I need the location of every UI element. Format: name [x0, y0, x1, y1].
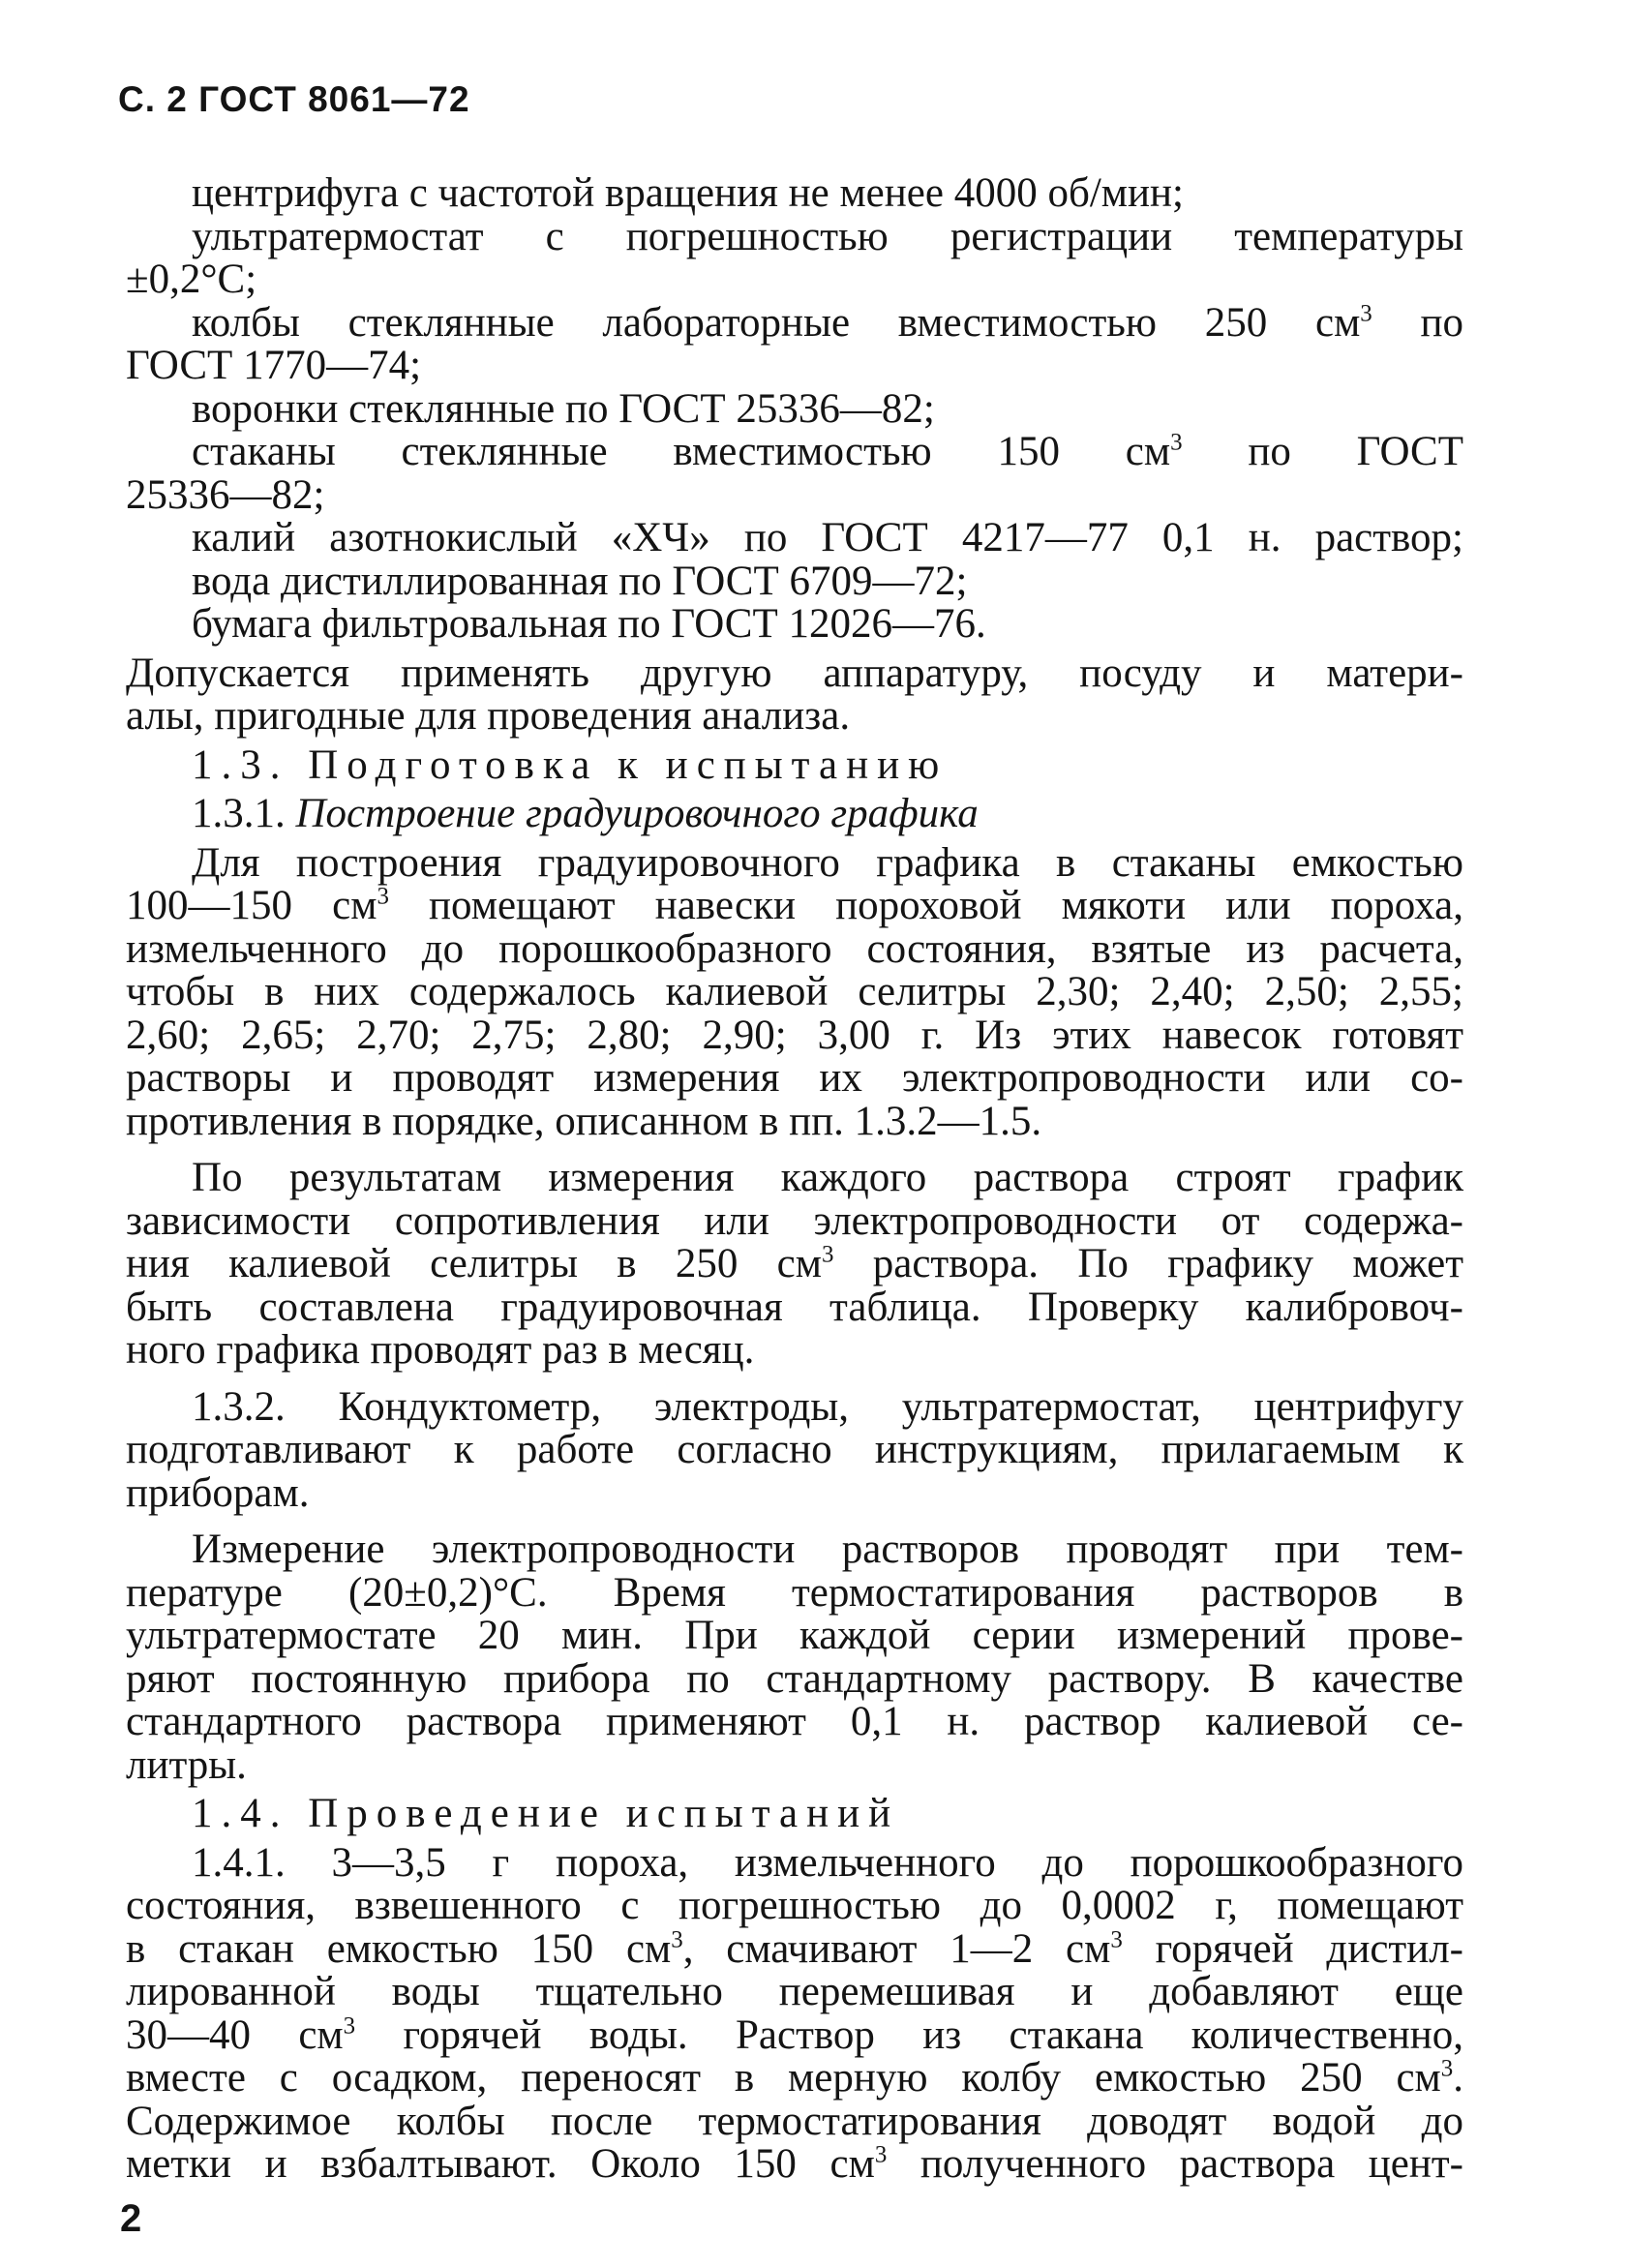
document-body [126, 172, 1463, 2187]
text-run: вместе с осадком, переносят в мерную колбу емкостью 250 см [126, 2055, 1441, 2101]
paragraph-line: 1.4.1. 3—3,5 г пороха, измельченного до порошкообразного [192, 1839, 1463, 1886]
paragraph-line: По результатам измерения каждого раствора строят график [192, 1155, 1463, 1200]
text-run: горячей воды. Раствор из стакана количественно, [355, 2011, 1463, 2058]
paragraph-line: пературе (20±0,2)°С. Время термостатирования растворов в [126, 1569, 1463, 1616]
equipment-item-paper: бумага фильтровальная по ГОСТ 12026—76. [192, 601, 986, 647]
superscript: 3 [377, 883, 389, 910]
allowance-paragraph-cont: алы, пригодные для проведения анализа. [126, 693, 851, 739]
superscript: 3 [1360, 300, 1372, 327]
paragraph-line [126, 2143, 1463, 2187]
section-heading-1-4: 1.4. Проведение испытаний [192, 1791, 900, 1836]
page-number: 2 [120, 2197, 142, 2240]
equipment-item-beakers-cont: 25336—82; [126, 471, 325, 518]
allowance-paragraph: Допускается применять другую аппаратуру, посуду и матери- [126, 650, 1463, 696]
superscript: 3 [1110, 1926, 1123, 1953]
paragraph-line: состояния, взвешенного с погрешностью до 0,0002 г, помещают [126, 1883, 1463, 1928]
superscript: 3 [874, 2141, 888, 2168]
text-run: . [1453, 2055, 1463, 2101]
paragraph-line: подготавливают к работе согласно инструкциям, прилагаемым к [126, 1427, 1463, 1472]
equipment-item-funnels: воронки стеклянные по ГОСТ 25336—82; [192, 385, 935, 432]
text-run: горячей дистил- [1122, 1925, 1463, 1972]
superscript: 3 [343, 2012, 356, 2040]
paragraph-line: зависимости сопротивления или электропроводности от содержа- [126, 1197, 1463, 1244]
paragraph-line [126, 1925, 1463, 1972]
text-run: колбы стеклянные лабораторные вместимостью 250 см [192, 299, 1361, 346]
text-run: ния калиевой селитры в 250 см [126, 1241, 822, 1286]
equipment-item-ultrathermostat-cont: ±0,2°С; [126, 257, 257, 302]
paragraph-line: стандартного раствора применяют 0,1 н. раствор калиевой се- [126, 1699, 1463, 1744]
text-run: полученного раствора цент- [887, 2141, 1463, 2187]
paragraph-line [126, 885, 1463, 928]
text-run: по ГОСТ [1182, 429, 1463, 474]
equipment-item-ultrathermostat: ультратермостат с погрешностью регистрации температуры [192, 213, 1463, 259]
equipment-item-flasks-cont: ГОСТ 1770—74; [126, 343, 422, 388]
paragraph-line: противления в порядке, описанном в пп. 1.3.2—1.5. [126, 1098, 1042, 1144]
subsection-title: Построение градуировочного графика [295, 791, 979, 836]
equipment-item-potassium-nitrate: калий азотнокислый «ХЧ» по ГОСТ 4217—77 0,1 н. раствор; [192, 515, 1463, 560]
paragraph-line: 2,60; 2,65; 2,70; 2,75; 2,80; 2,90; 3,00 г. Из этих навесок готовят [126, 1012, 1463, 1058]
section-heading-1-3: 1.3. Подготовка к испытанию [192, 741, 949, 788]
paragraph-line: лированной воды тщательно перемешивая и добавляют еще [126, 1969, 1463, 2014]
text-run: 30—40 см [126, 2011, 344, 2058]
equipment-item-flasks [126, 299, 1464, 346]
equipment-item-beakers [126, 431, 1463, 474]
text-run: помещают навески пороховой мякоти или пороха, [388, 883, 1463, 928]
page-header: С. 2 ГОСТ 8061—72 [118, 79, 470, 119]
subsection-number: 1.3.1. [192, 791, 286, 836]
text-run: метки и взбалтывают. Около 150 см [126, 2141, 875, 2187]
text-run: , смачивают 1—2 см [682, 1925, 1111, 1972]
paragraph-line: приборам. [126, 1469, 310, 1516]
equipment-item-water: вода дистиллированная по ГОСТ 6709—72; [192, 558, 968, 604]
paragraph-line [126, 1243, 1463, 1286]
text-run: по [1372, 299, 1464, 346]
equipment-item-centrifuge: центрифуга с частотой вращения не менее 4000 об/мин; [192, 170, 1184, 216]
text-run: раствора. По графику может [833, 1241, 1463, 1286]
paragraph-line: Содержимое колбы после термостатирования доводят водой до [126, 2098, 1463, 2144]
paragraph-line: растворы и проводят измерения их электропроводности или со- [126, 1055, 1463, 1101]
paragraph-line: ного графика проводят раз в месяц. [126, 1327, 755, 1373]
superscript: 3 [1440, 2055, 1454, 2082]
paragraph-line: Для построения градуировочного графика в стаканы емкостью [192, 839, 1463, 886]
paragraph-line: быть составлена градуировочная таблица. Проверку калибровоч- [126, 1284, 1463, 1330]
paragraph-line: ряют постоянную прибора по стандартному раствору. В качестве [126, 1655, 1463, 1702]
text-run: 100—150 см [126, 883, 377, 928]
superscript: 3 [671, 1926, 683, 1953]
paragraph-line: литры. [126, 1741, 247, 1788]
superscript: 3 [821, 1241, 834, 1268]
paragraph-line: ультратермостате 20 мин. При каждой серии измерений прове- [126, 1613, 1463, 1658]
paragraph-line: Измерение электропроводности растворов проводят при тем- [192, 1527, 1463, 1572]
superscript: 3 [1170, 429, 1183, 456]
text-run: стаканы стеклянные вместимостью 150 см [192, 429, 1171, 474]
paragraph-line: чтобы в них содержалось калиевой селитры 2,30; 2,40; 2,50; 2,55; [126, 969, 1463, 1014]
subsection-heading-1-3-1 [126, 793, 1463, 836]
paragraph-line [126, 2057, 1463, 2101]
paragraph-line: измельченного до порошкообразного состояния, взятые из расчета, [126, 925, 1463, 972]
paragraph-line: 1.3.2. Кондуктометр, электроды, ультратермостат, центрифугу [192, 1383, 1463, 1430]
paragraph-line [126, 2011, 1463, 2058]
text-run: в стакан емкостью 150 см [126, 1925, 672, 1972]
